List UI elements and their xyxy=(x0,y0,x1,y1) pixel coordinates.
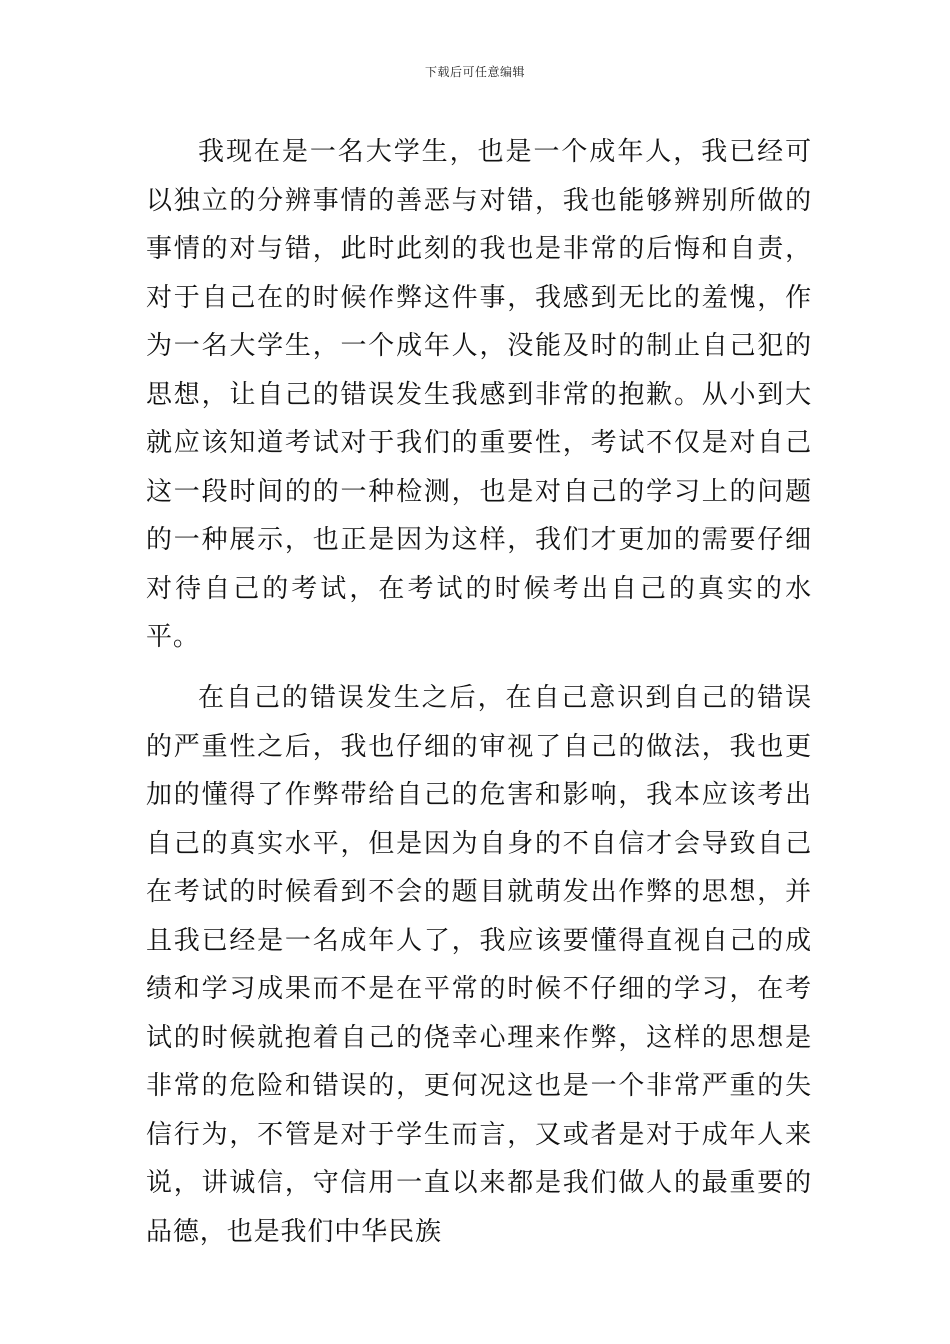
page-header-note: 下载后可任意编辑 xyxy=(424,65,525,79)
body-paragraph-1: 我现在是一名大学生，也是一个成年人，我已经可以独立的分辨事情的善恶与对错，我也能够辨别所做的事情的对与错，此时此刻的我也是非常的后悔和自责，对于自己在的时候作弊这件事，我感到无比的羞愧，作为一名大学生，一个成年人，没能及时的制止自己犯的思想，让自己的错误发生我感到非常的抱歉。从小到大就应该知道考试对于我们的重要性，考试不仅是对自己这一段时间的的一种检测，也是对自己的学习上的问题的一种展示，也正是因为这样，我们才更加的需要仔细对待自己的考试，在考试的时候考出自己的真实的水平。 xyxy=(146,137,812,652)
body-paragraph-2: 在自己的错误发生之后，在自己意识到自己的错误的严重性之后，我也仔细的审视了自己的做法，我也更加的懂得了作弊带给自己的危害和影响，我本应该考出自己的真实水平，但是因为自身的不自信才会导致自己在考试的时候看到不会的题目就萌发出作弊的思想，并且我已经是一名成年人了，我应该要懂得直视自己的成绩和学习成果而不是在平常的时候不仔细的学习，在考试的时候就抱着自己的侥幸心理来作弊，这样的思想是非常的危险和错误的，更何况这也是一个非常严重的失信行为，不管是对于学生而言，又或者是对于成年人来说，讲诚信，守信用一直以来都是我们做人的最重要的品德，也是我们中华民族 xyxy=(146,683,812,1247)
